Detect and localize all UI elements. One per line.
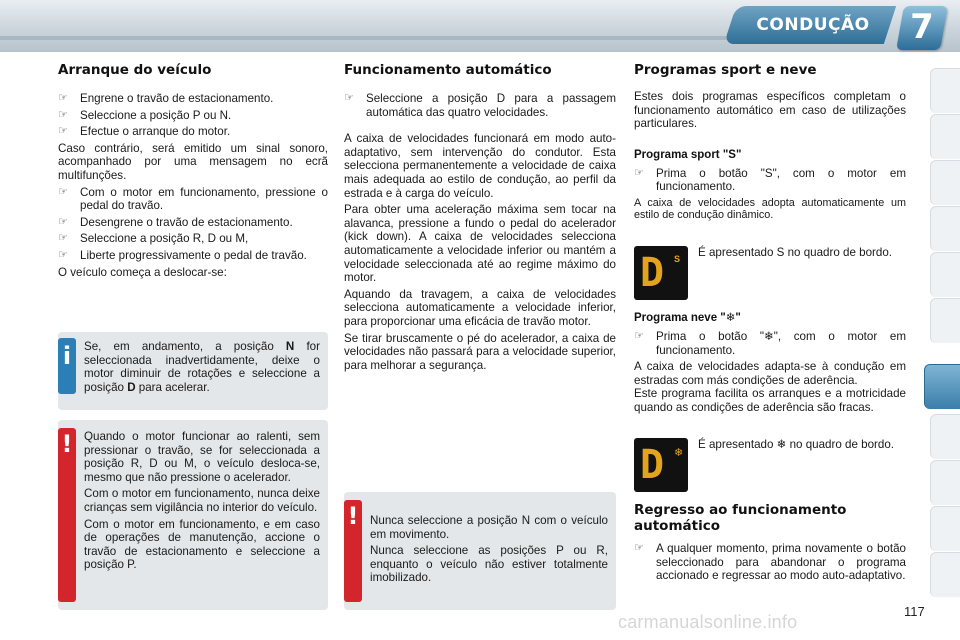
list-item: ☞ A qualquer momento, prima novamente o botão seleccionado para abandonar o programa accionado e regressar ao modo auto-adaptativo.	[634, 542, 906, 583]
snow-display-text: É apresentado ❄ no quadro de bordo.	[698, 438, 895, 451]
section-heading-programs: Programas sport e neve	[634, 62, 817, 78]
warning-para: Nunca seleccione as posições P ou R, enquanto o veículo não estiver totalmente imobilizado.	[370, 544, 608, 585]
column-starting	[58, 58, 328, 279]
chapter-tab-active[interactable]	[924, 364, 960, 409]
automatic-steps	[344, 92, 616, 119]
info-note-text: Se, em andamento, a posição N for seleccionada inadvertidamente, deixe o motor diminuir de rotações e seleccione a posição D para acelerar.	[84, 340, 320, 394]
chapter-tab[interactable]	[930, 460, 960, 505]
automatic-para: Para obter uma aceleração máxima sem tocar na alavanca, pressione a fundo o pedal do acelerador (kick down). A caixa de velocidades selecciona automaticamente a velocidade inferior ou mantém a velocidade seleccionada até ao regime máximo do motor.	[344, 203, 616, 285]
warning-icon: !	[61, 430, 73, 458]
list-item: ☞ Prima o botão "❄", com o motor em funcionamento.	[634, 330, 906, 357]
pointer-icon: ☞	[58, 232, 68, 245]
list-item: ☞ Seleccione a posição D para a passagem automática das quatro velocidades.	[344, 92, 616, 119]
automatic-para: Aquando da travagem, a caixa de velocidades selecciona automaticamente a velocidade inferior, para proporcionar uma eficácia de travão motor.	[344, 287, 616, 328]
pointer-icon: ☞	[634, 166, 644, 179]
column-programs	[634, 58, 906, 222]
return-section	[634, 502, 906, 586]
info-icon: i	[62, 342, 72, 370]
list-item: ☞ Efectue o arranque do motor.	[58, 125, 231, 139]
gear-d-glyph: D	[640, 250, 665, 296]
list-item: ☞ Seleccione a posição R, D ou M,	[58, 232, 249, 246]
sport-note: A caixa de velocidades adopta automaticamente um estilo de condução dinâmico.	[634, 196, 906, 222]
pointer-icon: ☞	[344, 92, 354, 104]
sport-steps	[634, 167, 906, 194]
snow-para: Este programa facilita os arranques e a motricidade quando as condições de aderência são fracas.	[634, 387, 906, 414]
list-item: ☞ Liberte progressivamente o pedal de travão.	[58, 248, 307, 262]
watermark: carmanualsonline.info	[618, 612, 798, 632]
column-automatic	[344, 58, 616, 372]
pointer-icon: ☞	[58, 185, 68, 198]
list-item: ☞ Seleccione a posição P ou N.	[58, 108, 232, 122]
snow-display	[634, 438, 688, 492]
list-item: ☞ Engrene o travão de estacionamento.	[58, 92, 274, 105]
warning-para: Com o motor em funcionamento, nunca deixe crianças sem vigilância no interior do veículo.	[84, 487, 320, 514]
list-item: ☞ Com o motor em funcionamento, pressione o pedal do travão.	[58, 185, 328, 213]
chapter-tab[interactable]	[930, 414, 960, 459]
starting-steps-b	[58, 186, 328, 263]
chapter-tabs	[926, 68, 960, 628]
chapter-tab[interactable]	[930, 160, 960, 205]
snow-section	[634, 310, 906, 415]
automatic-para: Se tirar bruscamente o pé do acelerador, a caixa de velocidades não passará para a velocidade superior, para melhorar a segurança.	[344, 331, 616, 372]
warning-note-automatic	[344, 492, 616, 610]
warning-note-text	[84, 430, 320, 572]
list-item: ☞ Desengrene o travão de estacionamento.	[58, 215, 293, 229]
section-heading-automatic: Funcionamento automático	[344, 62, 552, 78]
pointer-icon: ☞	[58, 215, 68, 228]
chapter-tab[interactable]	[930, 298, 960, 343]
sport-heading: Programa sport "S"	[634, 148, 742, 161]
snow-para: A caixa de velocidades adapta-se à condução em estradas com más condições de aderência.	[634, 360, 906, 387]
pointer-icon: ☞	[634, 542, 644, 554]
programs-intro: Estes dois programas específicos completam o funcionamento automático em caso de utilizações particulares.	[634, 90, 906, 131]
info-note	[58, 332, 328, 410]
warning-para: Quando o motor funcionar ao ralenti, sem pressionar o travão, se for seleccionada a posição R, D ou M, o veículo desloca-se, mesmo que não pressione o acelerador.	[84, 430, 320, 484]
snow-heading: Programa neve "❄"	[634, 312, 741, 324]
warning-icon: !	[347, 502, 359, 530]
chapter-tab[interactable]	[930, 206, 960, 251]
chapter-tab[interactable]	[930, 68, 960, 113]
snow-steps	[634, 330, 906, 357]
pointer-icon: ☞	[58, 92, 68, 104]
pointer-icon: ☞	[58, 248, 68, 261]
page-number: 117	[904, 604, 925, 619]
section-heading-starting: Arranque do veículo	[58, 62, 212, 78]
snowflake-icon: ❄	[674, 447, 684, 459]
starting-closing: O veículo começa a deslocar-se:	[58, 265, 227, 279]
chapter-tab[interactable]	[930, 552, 960, 597]
section-heading-return: Regresso ao funcionamento automático	[634, 502, 847, 534]
chapter-tab[interactable]	[930, 506, 960, 551]
chapter-tab[interactable]	[930, 114, 960, 159]
automatic-para: A caixa de velocidades funcionará em modo auto-adaptativo, sem intervenção do condutor. Esta selecciona permanentemente a velocidade de caixa mais adequada ao estilo de condução, ao perfil da estrada e à carga do veículo.	[344, 132, 616, 200]
page-title: CONDUÇÃO	[756, 15, 870, 35]
chapter-number: 7	[910, 7, 934, 47]
warning-note-start	[58, 420, 328, 610]
warning-para: Nunca seleccione a posição N com o veículo em movimento.	[370, 514, 608, 541]
list-item: ☞ Prima o botão "S", com o motor em funcionamento.	[634, 166, 906, 194]
pointer-icon: ☞	[58, 125, 68, 138]
sport-display-text: É apresentado S no quadro de bordo.	[698, 246, 893, 259]
sport-display	[634, 246, 688, 300]
chapter-tab[interactable]	[930, 252, 960, 297]
warning-para: Com o motor em funcionamento, e em caso de operações de manutenção, accione o travão de estacionamento e seleccione a posição P.	[84, 517, 320, 572]
gear-d-glyph: D	[640, 442, 665, 488]
pointer-icon: ☞	[634, 330, 644, 342]
sport-indicator: S	[674, 254, 681, 264]
warning-note-text	[370, 514, 608, 585]
starting-steps-a	[58, 92, 328, 139]
pointer-icon: ☞	[58, 108, 68, 121]
starting-para: Caso contrário, será emitido um sinal sonoro, acompanhado por uma mensagem no ecrã multifunções.	[58, 141, 328, 182]
return-steps	[634, 542, 906, 583]
